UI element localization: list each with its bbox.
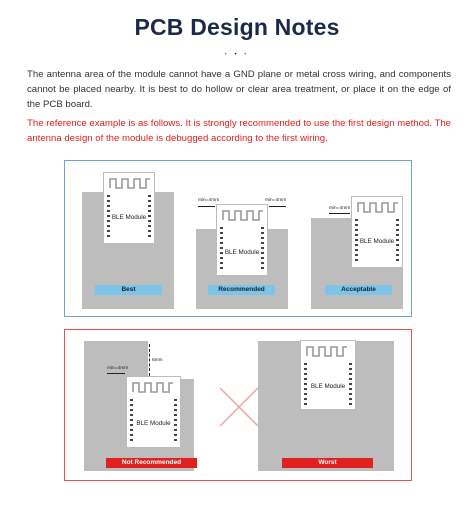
dimension-label: min=4mm — [329, 206, 351, 211]
antenna-icon — [108, 176, 152, 190]
warning-paragraph: The reference example is as follows. It is strongly recommended to use the first design method. The antenna design of the module is debugged according to the first wiring. — [27, 118, 451, 145]
badge-acceptable: Acceptable — [325, 285, 392, 295]
ble-module-best — [103, 172, 155, 244]
badge-not-recommended: Not Recommended — [106, 458, 197, 468]
cross-icon — [218, 386, 260, 428]
ble-module-acceptable — [351, 196, 403, 268]
module-label: BLE Module — [111, 214, 147, 221]
ble-module-recommended — [216, 204, 268, 276]
module-label: BLE Module — [136, 420, 171, 427]
badge-recommended: Recommended — [208, 285, 275, 295]
description-paragraph: The antenna area of the module cannot have a GND plane or metal cross wiring, and components cannot be placed nearby. It is best to do hollow or clear area treatment, or place it on the edge of the PCB board. — [27, 69, 451, 111]
ble-module-worst — [300, 340, 356, 410]
module-label: BLE Module — [359, 238, 395, 245]
antenna-icon — [131, 380, 175, 394]
module-label: BLE Module — [310, 383, 346, 390]
dimension-label: min=4mm — [107, 366, 129, 371]
ble-module-not-recommended — [126, 376, 181, 448]
dimension-label-vertical: 6mm — [152, 358, 163, 363]
dimension-label: min=4mm — [265, 198, 287, 203]
module-label: BLE Module — [224, 249, 260, 256]
page-title: PCB Design Notes — [134, 14, 340, 40]
antenna-icon — [221, 208, 265, 222]
carousel-dots[interactable]: • • • — [224, 52, 250, 58]
dimension-label: min=4mm — [198, 198, 220, 203]
badge-best: Best — [95, 285, 162, 295]
badge-worst: Worst — [282, 458, 373, 468]
antenna-icon — [356, 200, 400, 214]
antenna-icon — [305, 344, 349, 358]
